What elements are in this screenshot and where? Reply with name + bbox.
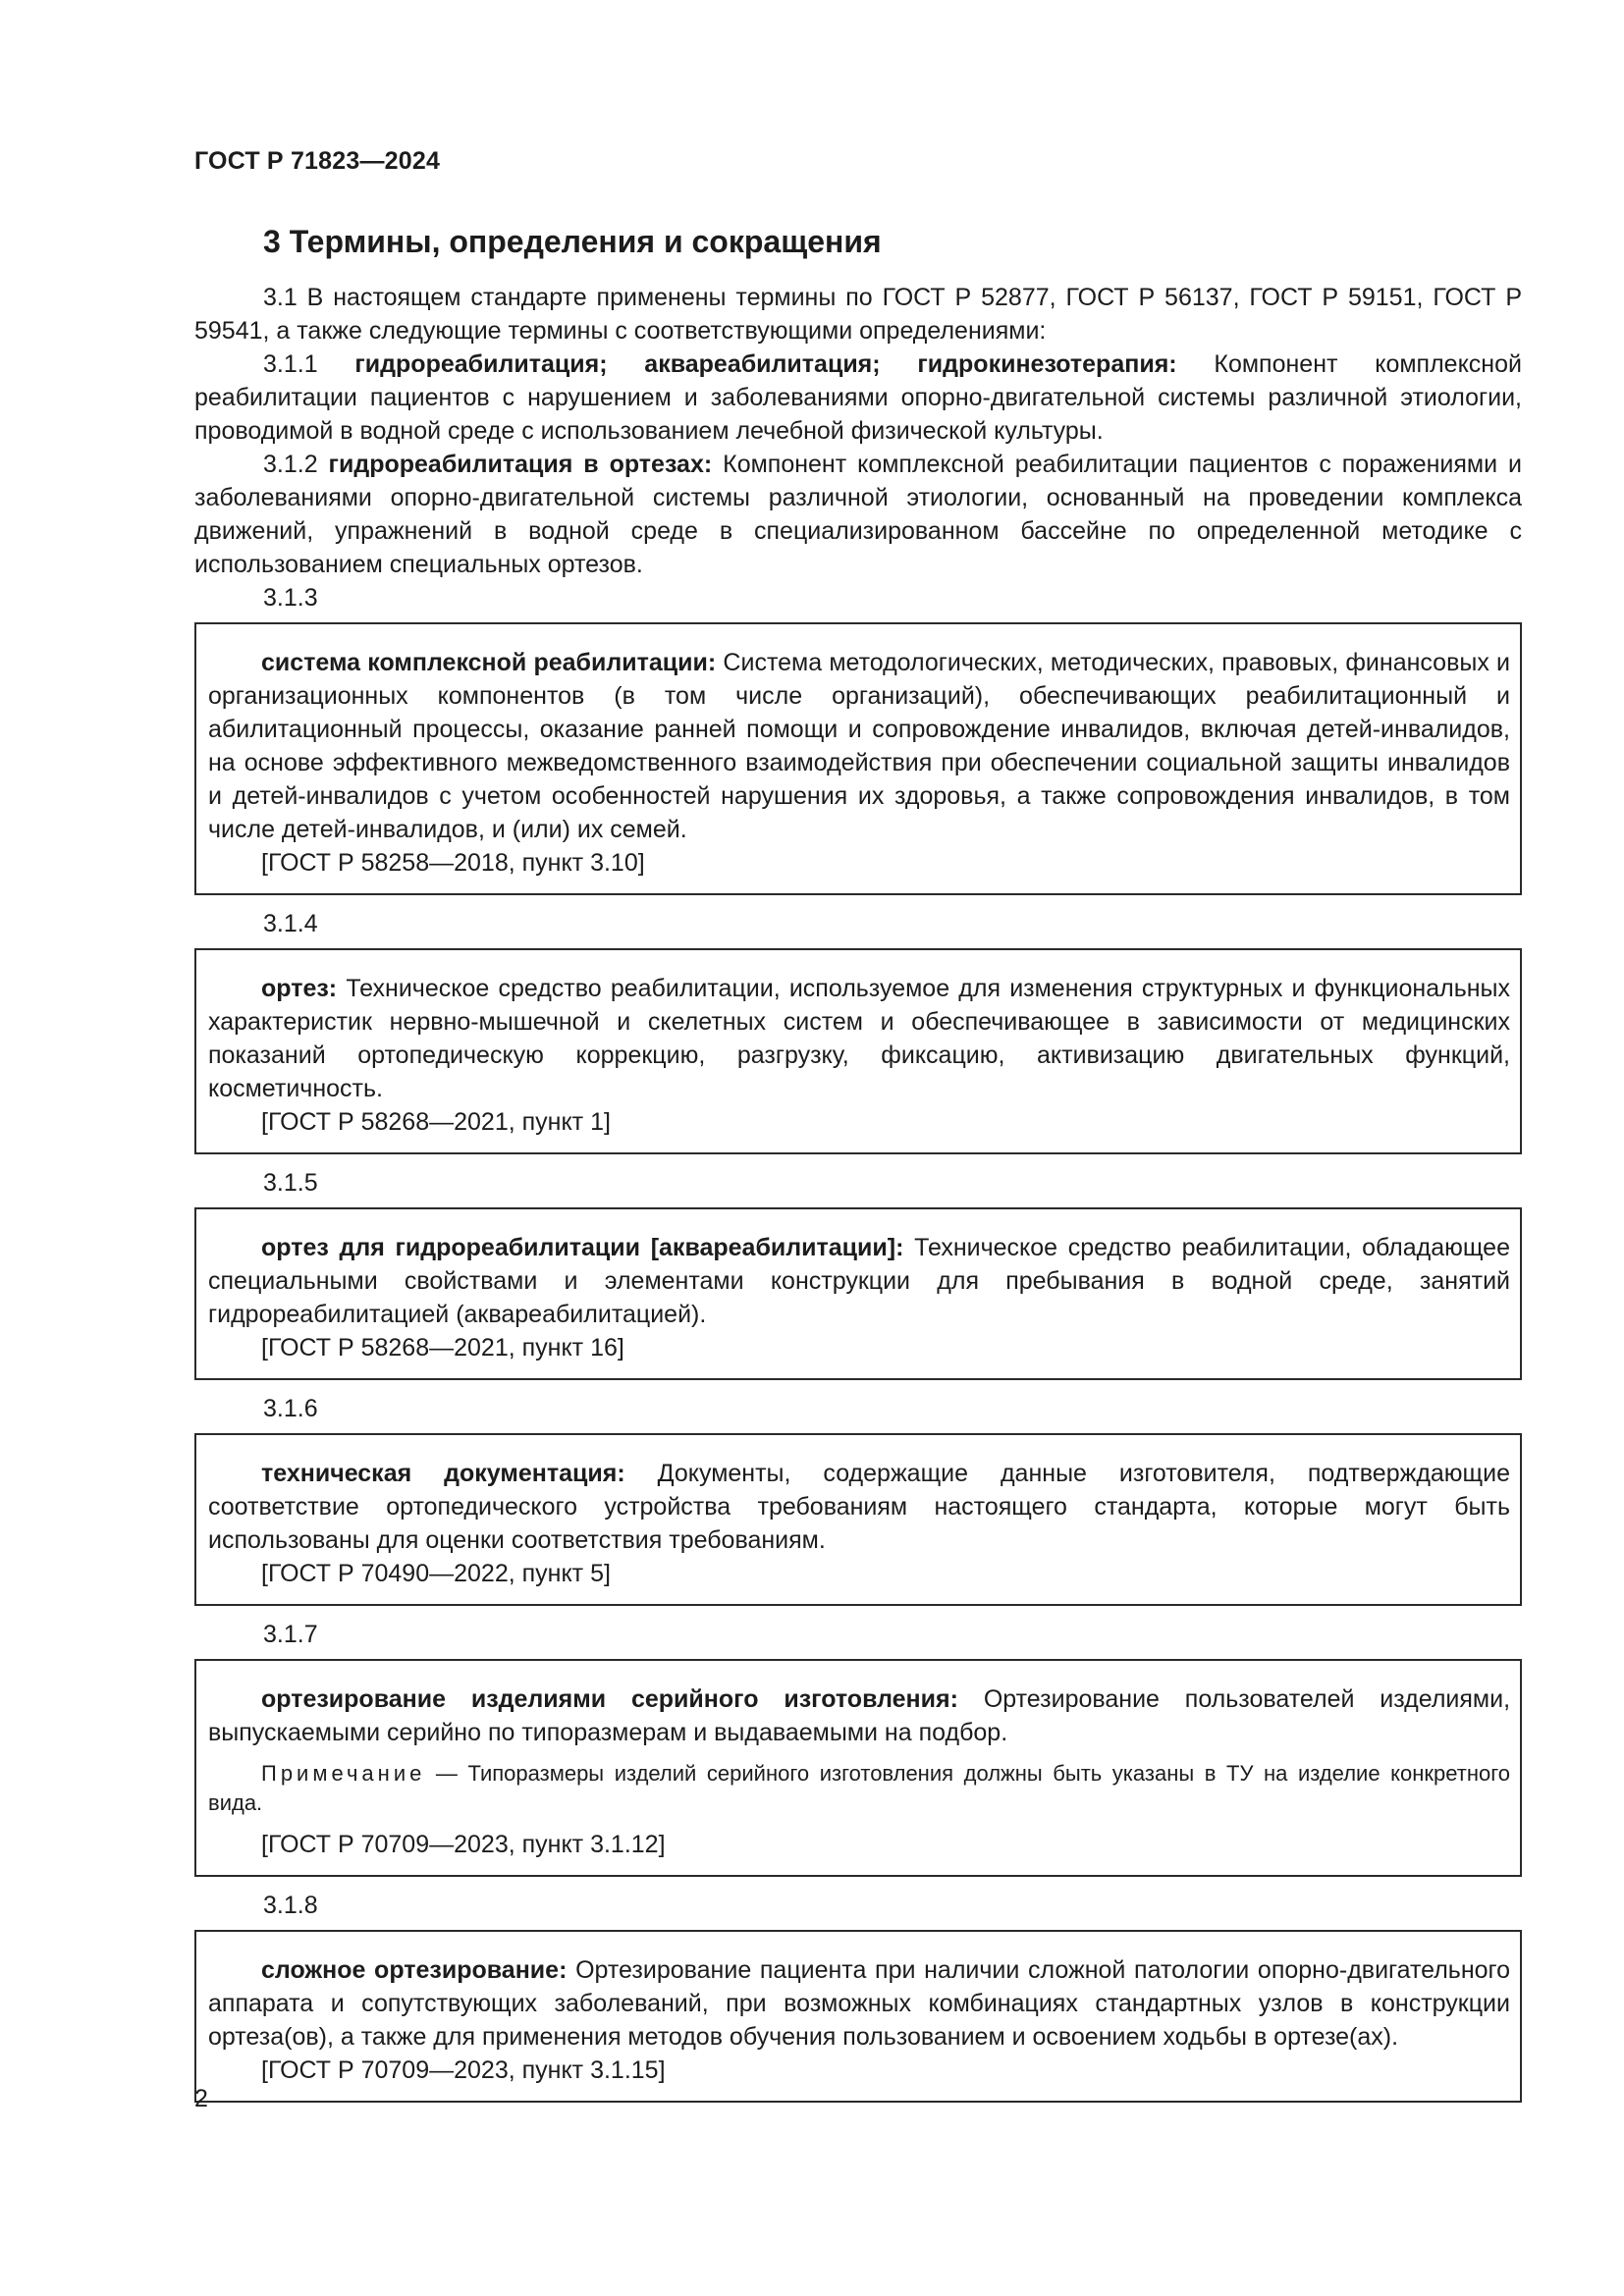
note-text: — Типоразмеры изделий серийного изготовления должны быть указаны в ТУ на изделие конкретного вида.: [208, 1761, 1510, 1815]
term-definition: Ортезирование пользователей изделиями, выпускаемыми серийно по типоразмерам и выдаваемыми на подбор.: [208, 1685, 1511, 1746]
paragraph-3-1: 3.1 В настоящем стандарте применены термины по ГОСТ Р 52877, ГОСТ Р 56137, ГОСТ Р 59151, ГОСТ Р 59541, а также следующие термины с соответствующими определениями:: [194, 284, 1522, 345]
term-source: [ГОСТ Р 70709—2023, пункт 3.1.12]: [261, 1831, 666, 1858]
term-text: [208, 1231, 1510, 1331]
term-note: [208, 1759, 1510, 1818]
term-definition: Документы, содержащие данные изготовителя, подтверждающие соответствие ортопедического устройства требованиям настоящего стандарта, которые могут быть использованы для оценки соответствия требованиям.: [208, 1460, 1510, 1554]
term-source: [ГОСТ Р 70490—2022, пункт 5]: [261, 1560, 611, 1587]
term-title: сложное ортезирование:: [261, 1956, 568, 1984]
paragraph-3-1-2: [194, 448, 1522, 581]
term-text: [208, 1953, 1510, 2054]
term-box-3-1-8: [194, 1930, 1522, 2103]
term-definition: Система методологических, методических, правовых, финансовых и организационных компонентов (в том числе организаций), обеспечивающих реабилитационный и абилитационный процессы, оказание ранней помощи и сопровождение инвалидов, включая детей-инвалидов, на основе эффективного межведомственного взаимодействия при обеспечении социальной защиты инвалидов и детей-инвалидов с учетом особенностей нарушения их здоровья, а также сопровождения инвалидов, в том числе детей-инвалидов, и (или) их семей.: [208, 649, 1511, 843]
term-title: гидрореабилитация; аквареабилитация; гидрокинезотерапия:: [354, 350, 1177, 378]
term-title: ортезирование изделиями серийного изготовления:: [261, 1685, 958, 1713]
standard-header: ГОСТ Р 71823—2024: [194, 147, 441, 175]
term-box-3-1-5: [194, 1207, 1522, 1380]
term-number-3-1-6: 3.1.6: [263, 1395, 318, 1422]
term-title: система комплексной реабилитации:: [261, 649, 717, 676]
note-label: Примечание: [261, 1761, 426, 1786]
term-text: [208, 646, 1510, 846]
term-text: [208, 1457, 1510, 1557]
term-text: [208, 1682, 1510, 1749]
term-definition: Ортезирование пациента при наличии сложной патологии опорно-двигательного аппарата и сопутствующих заболеваний, при возможных комбинациях стандартных узлов в конструкции ортеза(ов), а также для применения методов обучения пользованием и освоением ходьбы в ортезе(ах).: [208, 1956, 1511, 2051]
term-box-3-1-3: [194, 622, 1522, 895]
term-number-3-1-4: 3.1.4: [263, 910, 318, 937]
term-source: [ГОСТ Р 58268—2021, пункт 1]: [261, 1108, 611, 1136]
term-source: [ГОСТ Р 58268—2021, пункт 16]: [261, 1334, 624, 1362]
section-title: 3 Термины, определения и сокращения: [263, 224, 882, 259]
term-title: ортез для гидрореабилитации [аквареабилитации]:: [261, 1234, 904, 1261]
term-definition: Техническое средство реабилитации, обладающее специальными свойствами и элементами конструкции для пребывания в водной среде, занятий гидрореабилитацией (аквареабилитацией).: [208, 1234, 1510, 1328]
term-number-3-1-3: 3.1.3: [263, 584, 318, 612]
term-number-3-1-8: 3.1.8: [263, 1892, 318, 1919]
term-number: 3.1.1: [263, 350, 318, 378]
term-number-3-1-5: 3.1.5: [263, 1169, 318, 1197]
term-text: [208, 972, 1510, 1105]
term-box-3-1-6: [194, 1433, 1522, 1606]
term-definition: Компонент комплексной реабилитации пациентов с нарушением и заболеваниями опорно-двигательной системы различной этиологии, проводимой в водной среде с использованием лечебной физической культуры.: [194, 350, 1522, 445]
term-box-3-1-7: [194, 1659, 1522, 1877]
term-number: 3.1.2: [263, 451, 318, 478]
page-number: 2: [194, 2085, 208, 2112]
term-definition: Техническое средство реабилитации, используемое для изменения структурных и функциональных характеристик нервно-мышечной и скелетных систем и обеспечивающее в зависимости от медицинских показаний ортопедическую коррекцию, разгрузку, фиксацию, активизацию двигательных функций, косметичность.: [208, 975, 1510, 1102]
term-box-3-1-4: [194, 948, 1522, 1154]
term-title: гидрореабилитация в ортезах:: [328, 451, 713, 478]
term-number-3-1-7: 3.1.7: [263, 1621, 318, 1648]
section-content: [194, 281, 1522, 2114]
term-source: [ГОСТ Р 70709—2023, пункт 3.1.15]: [261, 2056, 666, 2084]
term-title: техническая документация:: [261, 1460, 625, 1487]
term-definition: Компонент комплексной реабилитации пациентов с поражениями и заболеваниями опорно-двигательной системы различной этиологии, основанный на проведении комплекса движений, упражнений в водной среде в специализированном бассейне по определенной методике с использованием специальных ортезов.: [194, 451, 1522, 578]
term-source: [ГОСТ Р 58258—2018, пункт 3.10]: [261, 849, 645, 877]
paragraph-3-1-1: [194, 347, 1522, 448]
term-title: ортез:: [261, 975, 338, 1002]
